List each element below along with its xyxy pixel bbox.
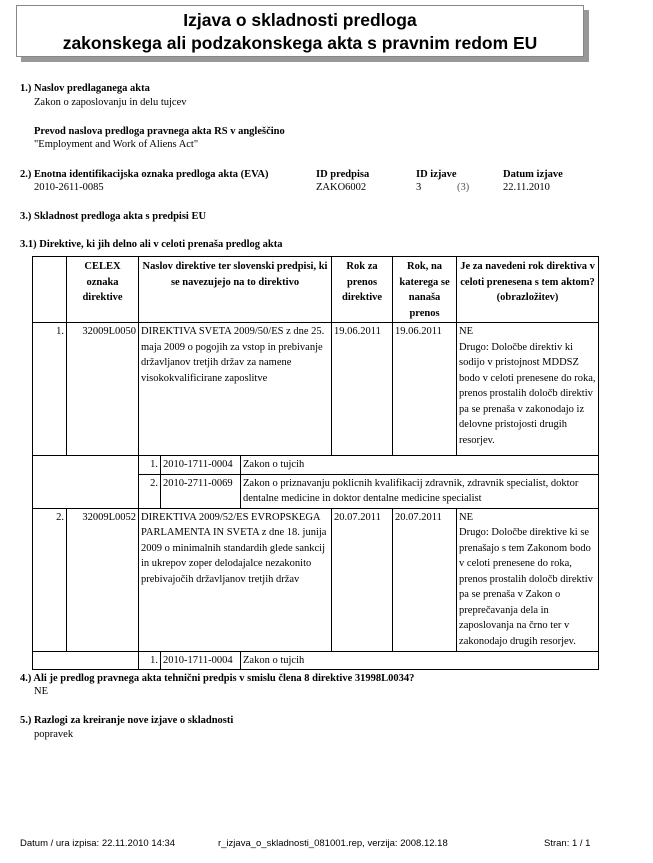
sub-spacer [33, 651, 139, 670]
row-rok: 19.06.2011 [332, 323, 393, 456]
document-title-box [16, 5, 584, 57]
section-4-heading: 4.) Ali je predlog pravnega akta tehnični predpis v smislu člena 8 direktive 31998L0034? [20, 673, 415, 684]
sub-eva: 2010-1711-0004 [161, 456, 241, 475]
row-answer: NE [459, 326, 474, 337]
header-num [33, 257, 67, 323]
datum-izjave-value: 22.11.2010 [503, 182, 550, 193]
reason-value: popravek [34, 729, 74, 740]
id-predpisa-value: ZAKO6002 [316, 182, 367, 193]
row-explanation: Drugo: Določbe direktive ki se prenašajo s tem Zakonom bodo v celoti prenesene do roka, prenos prostalih določb direktiv pa se prenaša v Zakon o preprečavanja dela in zaposlovanja na črno ter v zakonodajo drugih resorjev. [459, 527, 593, 647]
row-answer: NE [459, 511, 474, 523]
row-rok-prenos: 19.06.2011 [393, 323, 457, 456]
datum-izjave-label: Datum izjave [503, 169, 563, 180]
sub-name: Zakon o tujcih [241, 651, 599, 670]
table-row [33, 323, 599, 456]
row-num: 1. [33, 323, 67, 456]
header-title: Naslov direktive ter slovenski predpisi, ki se navezujejo na to direktivo [139, 257, 332, 323]
technical-rule-value: NE [34, 686, 48, 697]
sub-num: 2. [139, 474, 161, 508]
section-5-heading: 5.) Razlogi za kreiranje nove izjave o skladnosti [20, 715, 234, 726]
table-header-row [33, 257, 599, 323]
directives-table [32, 256, 599, 670]
document-title-line1: Izjava o skladnosti predloga [183, 10, 417, 30]
sub-name: Zakon o priznavanju poklicnih kvalifikacij zdravnik, zdravnik specialist, doktor dentalne medicine in doktor dentalne medicine specialist [241, 474, 599, 508]
footer-page-number: Stran: 1 / 1 [544, 838, 591, 849]
header-rok-prenos: Rok, na katerega se nanaša prenos [393, 257, 457, 323]
id-izjave-count: (3) [457, 182, 470, 193]
section-1-heading: 1.) Naslov predlaganega akta [20, 83, 150, 94]
header-answer: Je za navedeni rok direktiva v celoti prenesena s tem aktom? (obrazložitev) [457, 257, 599, 323]
row-rok-prenos: 20.07.2011 [393, 508, 457, 651]
section-2-heading: 2.) Enotna identifikacijska oznaka predloga akta (EVA) [20, 169, 269, 180]
translation-heading: Prevod naslova predloga pravnega akta RS v angleščino [34, 126, 285, 137]
id-izjave-label: ID izjave [416, 169, 457, 180]
eva-value: 2010-2611-0085 [34, 182, 104, 193]
footer-report-name: r_izjava_o_skladnosti_081001.rep, verzija: 2008.12.18 [218, 838, 448, 849]
row-directive-title: DIREKTIVA 2009/52/ES EVROPSKEGA PARLAMENTA IN SVETA z dne 18. junija 2009 o minimalnih standardih glede sankcij in ukrepov zoper delodajalce nezakonito prebivajočih državljanov tretjih držav [139, 508, 332, 651]
id-izjave-value: 3 [416, 182, 422, 193]
section-3-heading: 3.) Skladnost predloga akta s predpisi EU [20, 211, 207, 222]
row-rok: 20.07.2011 [332, 508, 393, 651]
sub-row [33, 651, 599, 670]
sub-eva: 2010-1711-0004 [161, 651, 241, 670]
id-predpisa-label: ID predpisa [316, 169, 370, 180]
header-celex: CELEX oznaka direktive [67, 257, 139, 323]
footer-print-date: Datum / ura izpisa: 22.11.2010 14:34 [20, 838, 176, 849]
row-directive-title: DIREKTIVA SVETA 2009/50/ES z dne 25. maja 2009 o pogojih za vstop in prebivanje državljanov tretjih držav za namene visokokvalificirane zaposlitve [139, 323, 332, 456]
act-title-value: Zakon o zaposlovanju in delu tujcev [34, 97, 187, 108]
sub-spacer [33, 456, 139, 509]
row-celex: 32009L0050 [67, 323, 139, 456]
document-title-line2: zakonskega ali podzakonskega akta s pravnim redom EU [62, 33, 538, 53]
sub-eva: 2010-2711-0069 [161, 474, 241, 508]
row-num: 2. [33, 508, 67, 651]
row-celex: 32009L0052 [67, 508, 139, 651]
section-3-1-heading: 3.1) Direktive, ki jih delno ali v celoti prenaša predlog akta [20, 239, 283, 250]
translation-value: "Employment and Work of Aliens Act" [34, 139, 199, 150]
sub-row [33, 456, 599, 475]
header-rok: Rok za prenos direktive [332, 257, 393, 323]
row-answer-cell [457, 508, 599, 651]
sub-num: 1. [139, 651, 161, 670]
sub-name: Zakon o tujcih [241, 456, 599, 475]
row-answer-cell [457, 323, 599, 456]
sub-num: 1. [139, 456, 161, 475]
row-explanation: Drugo: Določbe direktiv ki sodijo v pristojnost MDDSZ bodo v celoti prenesene do roka, prenos prostalih določb direktiv pa se prenaša v zakonodajo iz delovne pristojosti drugih resorjev. [459, 341, 596, 446]
table-row [33, 508, 599, 651]
